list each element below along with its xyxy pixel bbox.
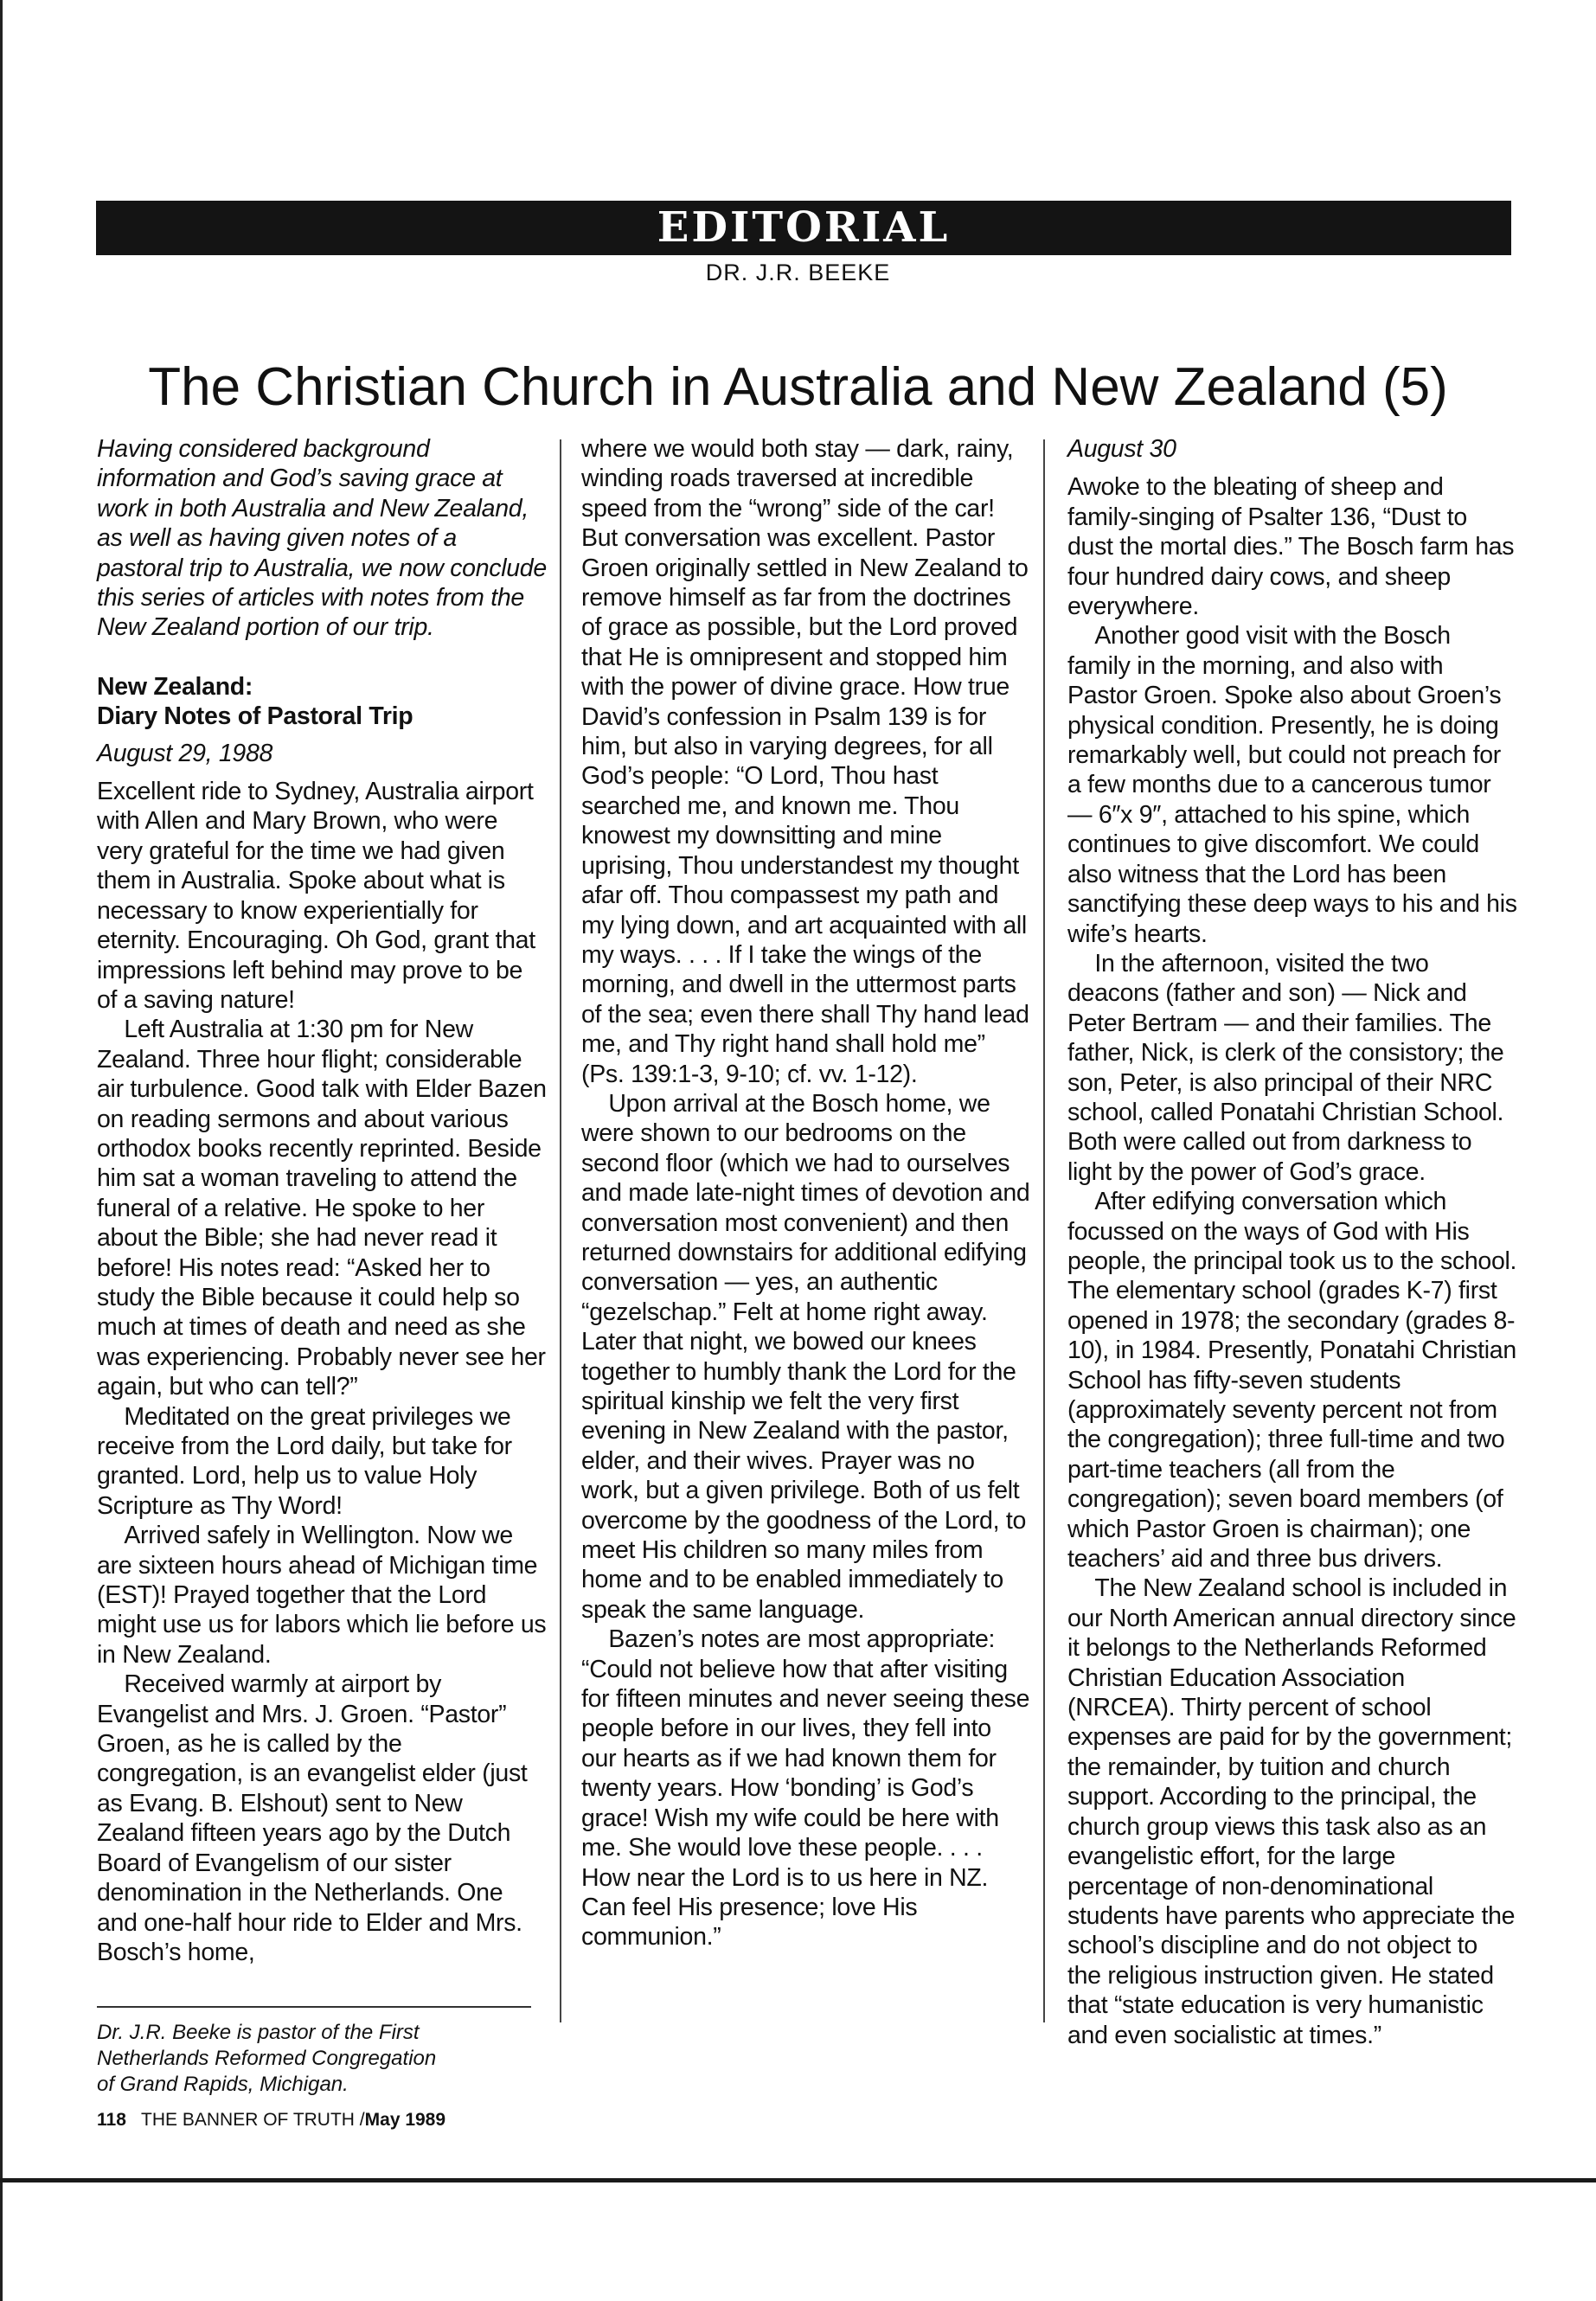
body-paragraph: Bazen’s notes are most appropriate: “Could not believe how that after visiting for fifteen minutes and never seeing these people before in our lives, they fell into our hearts as if we had known them for twenty years. How ‘bonding’ is God’s grace! Wish my wife could be here with me. She would love these people. . . . How near the Lord is to us here in NZ. Can feel His presence; love His communion.” bbox=[581, 1625, 1030, 1952]
footnote-line: Netherlands Reformed Congregation bbox=[97, 2047, 437, 2070]
subheading-line: Diary Notes of Pastoral Trip bbox=[97, 702, 413, 731]
page-number: 118 bbox=[97, 2110, 126, 2130]
footnote-divider bbox=[97, 2006, 531, 2008]
column-3 bbox=[1067, 434, 1517, 2050]
subheading-line: New Zealand: bbox=[97, 672, 253, 701]
body-paragraph: Another good visit with the Bosch family in the morning, and also with Pastor Groen. Spoke also about Groen’s physical condition. Presently, he is doing remarkably well, but could not preach for a few months due to a cancerous tumor — 6″x 9″, attached to his spine, which continues to give discomfort. We could also witness that the Lord has been sanctifying these deep ways to his and his wife’s hearts. bbox=[1067, 622, 1517, 948]
body-paragraph: After edifying conversation which focussed on the ways of God with His people, the principal took us to the school. The elementary school (grades K-7) first opened in 1978; the secondary (grades 8-10), in 1984. Presently, Ponatahi Christian School has fifty-seven students (approximately seventy percent not from the congregation); three full-time and two part-time teachers (all from the congregation); seven board members (of which Pastor Groen is chairman); one teachers’ aid and three bus drivers. bbox=[1067, 1188, 1517, 1574]
body-paragraph: Received warmly at airport by Evangelist and Mrs. J. Groen. “Pastor” Groen, as he is called by the congregation, is an evangelist elder (just as Evang. B. Elshout) sent to New Zealand fifteen years ago by the Dutch Board of Evangelism of our sister denomination in the Netherlands. One and one-half hour ride to Elder and Mrs. Bosch’s home, bbox=[97, 1670, 528, 1966]
body-paragraph: Left Australia at 1:30 pm for New Zealand. Three hour flight; considerable air turbulence. Good talk with Elder Bazen on reading sermons and about various orthodox books recently reprinted. Beside him sat a woman traveling to attend the funeral of a relative. He spoke to her about the Bible; she had never read it before! His notes read: “Asked her to study the Bible because it could help so much at times of death and need as she was experiencing. Probably never see her again, but who can tell?” bbox=[97, 1016, 547, 1401]
diary-date: August 30 bbox=[1067, 435, 1176, 463]
body-paragraph: Excellent ride to Sydney, Australia airport with Allen and Mary Brown, who were very grateful for the time we had given them in Australia. Spoke about what is necessary to know experientially for eternity. Encouraging. Oh God, grant that impressions left behind may prove to be of a saving nature! bbox=[97, 778, 535, 1014]
publication-name: THE BANNER OF TRUTH / bbox=[141, 2110, 365, 2130]
page-footer bbox=[97, 2110, 445, 2131]
section-banner: EDITORIAL bbox=[96, 201, 1511, 255]
body-paragraph: where we would both stay — dark, rainy, winding roads traversed at incredible speed from the “wrong” side of the car! But conversation was excellent. Pastor Groen originally settled in New Zealand to remove himself as far from the doctrines of grace as possible, but the Lord proved that He is omnipresent and stopped him with the power of divine grace. How true David’s confession in Psalm 139 is for him, but also in varying degrees, for all God’s people: “O Lord, Thou hast searched me, and known me. Thou knowest my downsitting and mine uprising, Thou understandest my thought afar off. Thou compassest my path and my lying down, and art acquainted with all my ways. . . . If I take the wings of the morning, and dwell in the uttermost parts of the sea; even there shall Thy hand lead me, and Thy right hand shall hold me” (Ps. 139:1-3, 9-10; cf. vv. 1-12). bbox=[581, 435, 1029, 1088]
column-1 bbox=[97, 434, 547, 1967]
column-divider bbox=[1043, 439, 1045, 2022]
body-paragraph: Arrived safely in Wellington. Now we are sixteen hours ahead of Michigan time (EST)! Prayed together that the Lord might use us for labors which lie before us in New Zealand. bbox=[97, 1522, 547, 1669]
body-paragraph: Upon arrival at the Bosch home, we were shown to our bedrooms on the second floor (which we had to ourselves and made late-night times of devotion and conversation most convenient) and then returned downstairs for additional edifying conversation — yes, an authentic “gezelschap.” Felt at home right away. Later that night, we bowed our knees together to humbly thank the Lord for the spiritual kinship we felt the very first evening in New Zealand with the pastor, elder, and their wives. Prayer was no work, but a given privilege. Both of us felt overcome by the goodness of the Lord, to meet His children so many miles from home and to be enabled immediately to speak the same language. bbox=[581, 1089, 1030, 1624]
diary-date: August 29, 1988 bbox=[97, 739, 273, 767]
body-paragraph: Awoke to the bleating of sheep and family-singing of Psalter 136, “Dust to dust the mortal dies.” The Bosch farm has four hundred dairy cows, and sheep everywhere. bbox=[1067, 473, 1515, 621]
column-2 bbox=[581, 434, 1031, 1952]
article-title: The Christian Church in Australia and New Zealand (5) bbox=[148, 357, 1448, 417]
page-edge bbox=[0, 0, 3, 2301]
author-byline: DR. J.R. BEEKE bbox=[705, 260, 891, 285]
body-paragraph: In the afternoon, visited the two deacons (father and son) — Nick and Peter Bertram — and their families. The father, Nick, is clerk of the consistory; the son, Peter, is also principal of their NRC school, called Ponatahi Christian School. Both were called out from darkness to light by the power of God’s grace. bbox=[1067, 949, 1504, 1186]
body-paragraph: Meditated on the great privileges we receive from the Lord daily, but take for granted. Lord, help us to value Holy Scripture as Thy Word! bbox=[97, 1402, 512, 1520]
column-divider bbox=[560, 439, 561, 2022]
author-footnote bbox=[97, 2020, 547, 2098]
page-edge bbox=[0, 2178, 1596, 2182]
footnote-line: of Grand Rapids, Michigan. bbox=[97, 2073, 349, 2096]
subheading bbox=[97, 672, 547, 732]
issue-date: May 1989 bbox=[364, 2110, 446, 2130]
body-paragraph: The New Zealand school is included in our North American annual directory since it belongs to the Netherlands Reformed Christian Education Association (NRCEA). Thirty percent of school expenses are paid for by the government; the remainder, by tuition and church support. According to the principal, the church group views this task also as an evangelistic effort, for the large percentage of non-denominational students have parents who appreciate the school’s discipline and do not object to the religious instruction given. He stated that “state education is very humanistic and even socialistic at times.” bbox=[1067, 1574, 1516, 2049]
footnote-line: Dr. J.R. Beeke is pastor of the First bbox=[97, 2021, 420, 2044]
intro-paragraph: Having considered background information and God’s saving grace at work in both Australia and New Zealand, as well as having given notes of a pastoral trip to Australia, we now conclude this series of articles with notes from the New Zealand portion of our trip. bbox=[97, 435, 547, 642]
